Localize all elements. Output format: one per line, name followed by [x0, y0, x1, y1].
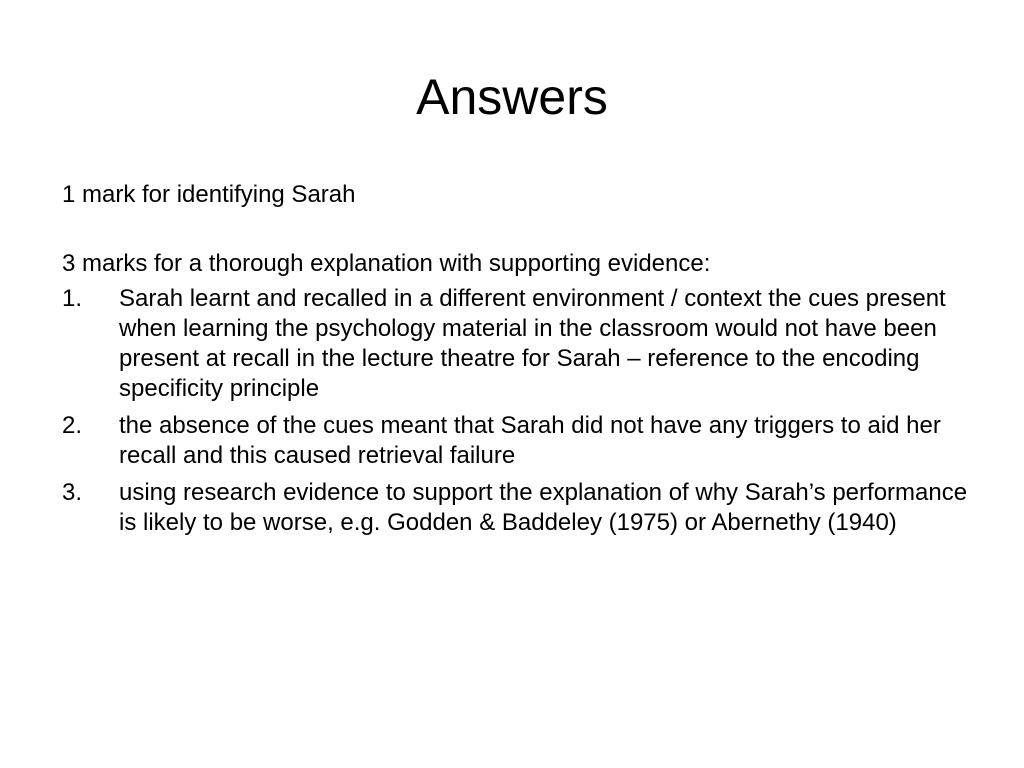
list-item — [62, 478, 972, 538]
list-item-text: Sarah learnt and recalled in a different environment / context the cues present when learning the psychology material in the classroom would not have been present at recall in the lecture theatre for Sarah – reference to the encoding specificity principle — [119, 285, 946, 402]
mark-identifying-text: 1 mark for identifying Sarah — [62, 181, 356, 208]
list-item-text: using research evidence to support the explanation of why Sarah’s performance is likely to be worse, e.g. Godden & Baddeley (1975) or Abernethy (1940) — [119, 479, 968, 536]
list-item-number: 3. — [62, 479, 83, 506]
list-item — [62, 284, 972, 404]
list-item — [62, 411, 972, 471]
list-item-number: 2. — [62, 412, 83, 439]
answer-list — [62, 284, 972, 538]
slide-body — [62, 180, 972, 545]
mark-explanation-text: 3 marks for a thorough explanation with supporting evidence: — [62, 250, 711, 277]
list-item-text: the absence of the cues meant that Sarah did not have any triggers to aid her recall and this caused retrieval failure — [119, 412, 941, 469]
list-item-number: 1. — [62, 285, 83, 312]
slide-title: Answers — [416, 69, 608, 125]
